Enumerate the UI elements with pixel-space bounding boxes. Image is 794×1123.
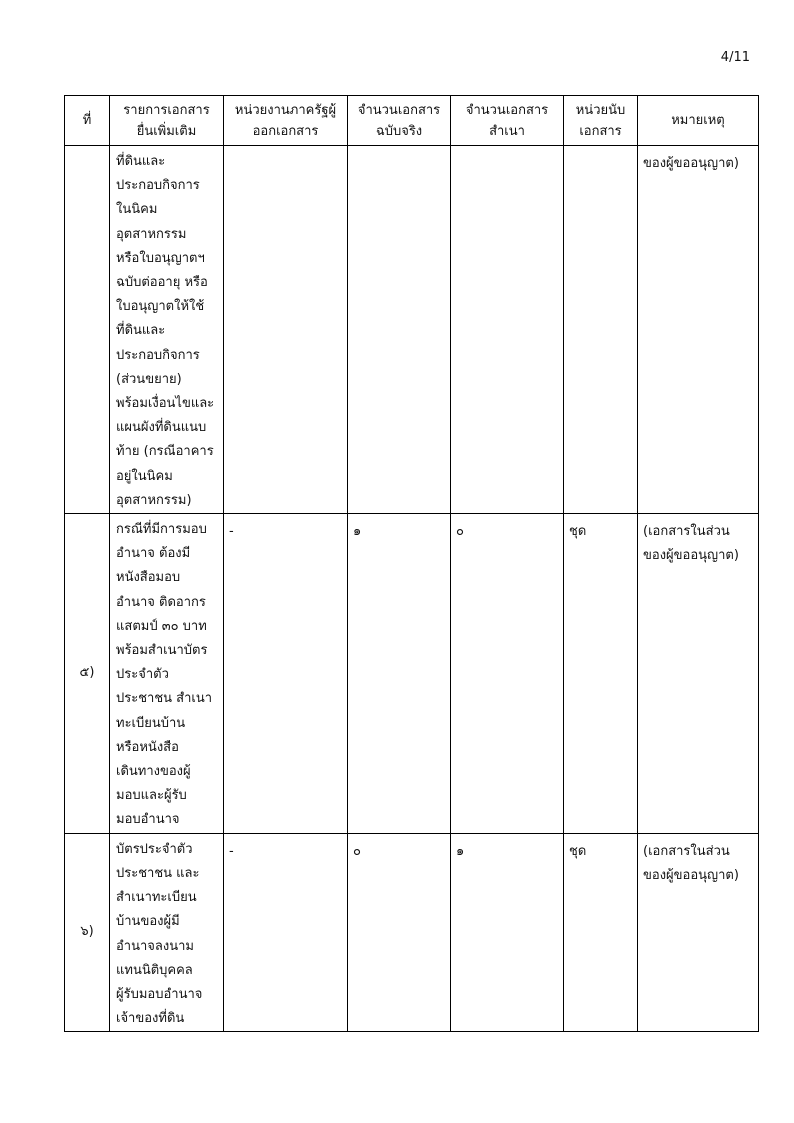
header-unit xyxy=(564,96,638,146)
header-line: ยื่นเพิ่มเติม xyxy=(136,123,197,139)
item-line: (ส่วนขยาย) xyxy=(116,371,182,387)
header-agency xyxy=(224,96,348,146)
item-line: อำนาจลงนาม xyxy=(116,938,194,954)
row-number: ๕) xyxy=(65,514,110,834)
unit: ชุด xyxy=(564,514,638,834)
note xyxy=(638,833,759,1032)
issuing-agency: - xyxy=(224,833,348,1032)
item-line: หนังสือมอบ xyxy=(116,570,181,586)
item-line: เจ้าของที่ดิน xyxy=(116,1011,185,1027)
item-line: มอบและผู้รับ xyxy=(116,788,187,804)
item-line: ประจำตัว xyxy=(116,667,169,683)
table-row xyxy=(65,514,759,834)
unit xyxy=(564,146,638,514)
note-line: (เอกสารในส่วน xyxy=(643,524,730,540)
header-line: จำนวนเอกสาร xyxy=(465,102,549,118)
item-line: กรณีที่มีการมอบ xyxy=(116,522,207,538)
item-line: ที่ดินและ xyxy=(116,154,166,169)
item-line: สำเนาทะเบียน xyxy=(116,890,197,906)
documents-table xyxy=(64,95,759,1032)
item-line: พร้อมเงื่อนไขและ xyxy=(116,396,215,412)
note-line: ของผู้ขออนุญาต) xyxy=(643,548,739,564)
item-line: ที่ดินและ xyxy=(116,323,166,339)
header-line: หมายเหตุ xyxy=(671,113,725,128)
item-line: อยู่ในนิคม xyxy=(116,468,173,484)
item-line: ฉบับต่ออายุ หรือ xyxy=(116,275,208,291)
header-line: ที่ xyxy=(82,113,92,128)
item-description xyxy=(110,514,224,834)
copy-count xyxy=(451,146,564,514)
item-line: หรือใบอนุญาตฯ xyxy=(116,250,205,266)
item-line: ในนิคม xyxy=(116,202,158,218)
table-row xyxy=(65,833,759,1032)
header-original-count xyxy=(348,96,451,146)
header-line: เอกสาร xyxy=(579,123,622,139)
item-line: ใบอนุญาตให้ใช้ xyxy=(116,299,205,315)
note-line: (เอกสารในส่วน xyxy=(643,843,730,859)
header-no xyxy=(65,96,110,146)
original-count: ๐ xyxy=(348,833,451,1032)
note xyxy=(638,514,759,834)
page-number: 4/11 xyxy=(720,50,750,65)
item-line: ท้าย (กรณีอาคาร xyxy=(116,444,214,460)
header-item xyxy=(110,96,224,146)
item-description xyxy=(110,146,224,514)
table-header-row xyxy=(65,96,759,146)
item-line: ผู้รับมอบอำนาจ xyxy=(116,986,203,1002)
note-line: ของผู้ขออนุญาต) xyxy=(643,867,739,883)
item-line: หรือหนังสือ xyxy=(116,739,179,755)
item-line: อุตสาหกรรม xyxy=(116,226,187,242)
header-copy-count xyxy=(451,96,564,146)
item-line: ประชาชน และ xyxy=(116,865,200,881)
item-line: ประชาชน สำเนา xyxy=(116,691,213,707)
header-line: ออกเอกสาร xyxy=(252,123,319,139)
item-description xyxy=(110,833,224,1032)
header-line: สำเนา xyxy=(489,123,525,139)
copy-count: ๐ xyxy=(451,514,564,834)
header-line: หน่วยนับ xyxy=(575,102,626,118)
issuing-agency xyxy=(224,146,348,514)
item-line: ประกอบกิจการ xyxy=(116,347,200,363)
item-line: บัตรประจำตัว xyxy=(116,841,193,857)
note xyxy=(638,146,759,514)
item-line: ประกอบกิจการ xyxy=(116,178,200,194)
item-line: บ้านของผู้มี xyxy=(116,914,180,930)
item-line: แสตมป์ ๓๐ บาท xyxy=(116,618,207,634)
header-note xyxy=(638,96,759,146)
table-row xyxy=(65,146,759,514)
item-line: แทนนิติบุคคล xyxy=(116,962,193,978)
item-line: มอบอำนาจ xyxy=(116,812,180,828)
row-number: ๖) xyxy=(65,833,110,1032)
header-line: หน่วยงานภาครัฐผู้ xyxy=(234,102,337,118)
note-line: ของผู้ขออนุญาต) xyxy=(643,156,739,171)
header-line: ฉบับจริง xyxy=(375,123,423,139)
item-line: อำนาจ ต้องมี xyxy=(116,546,191,562)
item-line: อุตสาหกรรม) xyxy=(116,492,192,508)
original-count xyxy=(348,146,451,514)
unit: ชุด xyxy=(564,833,638,1032)
header-line: จำนวนเอกสาร xyxy=(357,102,441,118)
original-count: ๑ xyxy=(348,514,451,834)
item-line: พร้อมสำเนาบัตร xyxy=(116,643,208,659)
item-line: เดินทางของผู้ xyxy=(116,764,191,780)
item-line: อำนาจ ติดอากร xyxy=(116,594,206,610)
header-line: รายการเอกสาร xyxy=(123,102,210,118)
item-line: แผนผังที่ดินแนบ xyxy=(116,420,207,436)
row-number xyxy=(65,146,110,514)
issuing-agency: - xyxy=(224,514,348,834)
item-line: ทะเบียนบ้าน xyxy=(116,715,186,731)
copy-count: ๑ xyxy=(451,833,564,1032)
